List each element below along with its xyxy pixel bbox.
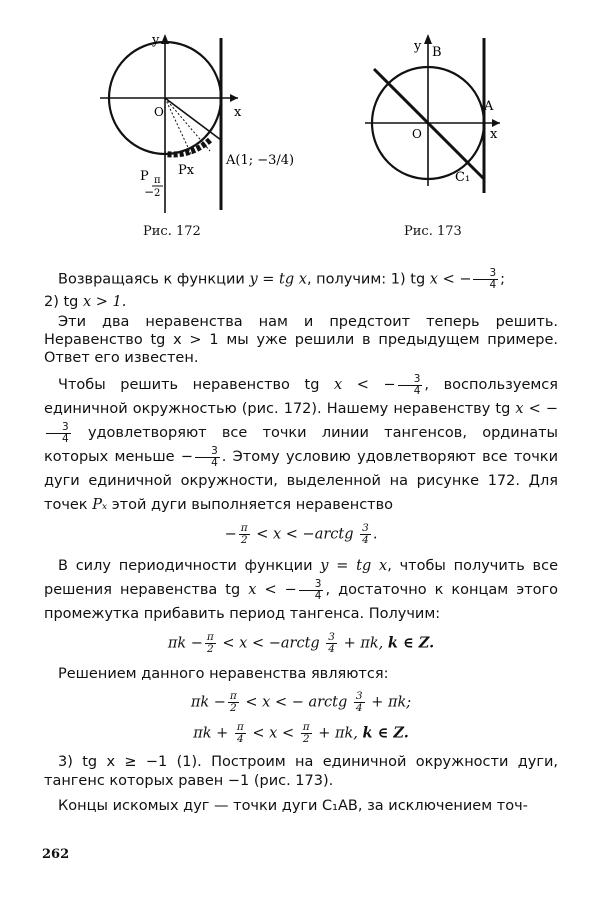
formula-1: − $\frac{\pi}{2}$ < x < −arctg $\frac{3}{4}$ .: [224, 522, 378, 546]
fig172-axis-x: x: [234, 105, 242, 120]
paragraph-5: Решением данного неравенства являются:: [58, 666, 389, 682]
paragraph-6: 3) tg x ≥ −1 (1). Построим на единичной окружности дуги, тангенс которых равен −1 (рис. 173).: [44, 754, 558, 789]
formula-3: πk − $\frac{\pi}{2}$ < x < − arctg $\frac{3}{4}$ + πk;: [190, 690, 412, 714]
figure-172: [100, 28, 300, 218]
page-number: 262: [42, 847, 70, 862]
fig173-point-a: A: [484, 99, 494, 114]
fig172-origin: O: [154, 105, 164, 119]
fig173-point-c: C₁: [455, 170, 471, 185]
paragraph-1: Возвращаясь к функции y = tg x, получим: 1) tg x < − $\frac{3}{4}$ ; 2) tg x > 1.: [44, 267, 506, 310]
fig173-axis-x: x: [490, 127, 498, 142]
fig172-point-a: A(1; −3/4): [226, 153, 295, 168]
paragraph-4: В силу периодичности функции y = tg x, чтобы получить все решения неравенства tg x < − $\frac{3}{4}$ , достаточно к концам этого промежутка прибавить период тангенса. Получим:: [44, 558, 559, 622]
fig173-axis-y: y: [414, 39, 422, 54]
fig172-caption: Рис. 172: [143, 224, 201, 239]
fig172-p-den: 2: [154, 188, 161, 199]
paragraph-2: Эти два неравенства нам и предстоит теперь решить. Неравенство tg x > 1 мы уже решили в предыдущем примере. Ответ его известен.: [44, 314, 558, 366]
paragraph-3: Чтобы решить неравенство tg x < − $\frac{3}{4}$ , воспользуемся единичной окружностью (рис. 172). Нашему неравенству tg x < − $\frac{3}{4}$ удовлетворяют все точки линии тангенсов, ординаты которых меньше − $\frac{3}{4}$ . Этому условию удовлетворяют все точки дуги единичной окружности, выделенной на рисунке 172. Для точек Pₓ этой дуги выполняется неравенство: [44, 372, 558, 513]
fig173-caption: Рис. 173: [404, 224, 462, 239]
fig172-point-p: P: [140, 169, 149, 184]
body-text: [44, 268, 558, 817]
formula-4: πk + $\frac{\pi}{4}$ < x < $\frac{\pi}{2}$ + πk, k ∈ Z.: [193, 721, 409, 745]
fig173-origin: O: [412, 127, 422, 141]
figure-173: [360, 28, 540, 198]
fig173-point-b: B: [432, 45, 442, 60]
paragraph-7: Концы искомых дуг — точки дуги C₁AB, за исключением точ-: [58, 798, 528, 814]
formula-2: πk − $\frac{\pi}{2}$ < x < −arctg $\frac{3}{4}$ + πk, k ∈ Z.: [167, 631, 435, 655]
fig172-axis-y: y: [152, 33, 160, 48]
fig172-p-num: π: [154, 175, 161, 186]
fraction: $\frac{3}{4}$: [473, 268, 498, 291]
fig172-point-px: Px: [178, 163, 195, 178]
fig172-p-sign: −: [144, 185, 155, 199]
